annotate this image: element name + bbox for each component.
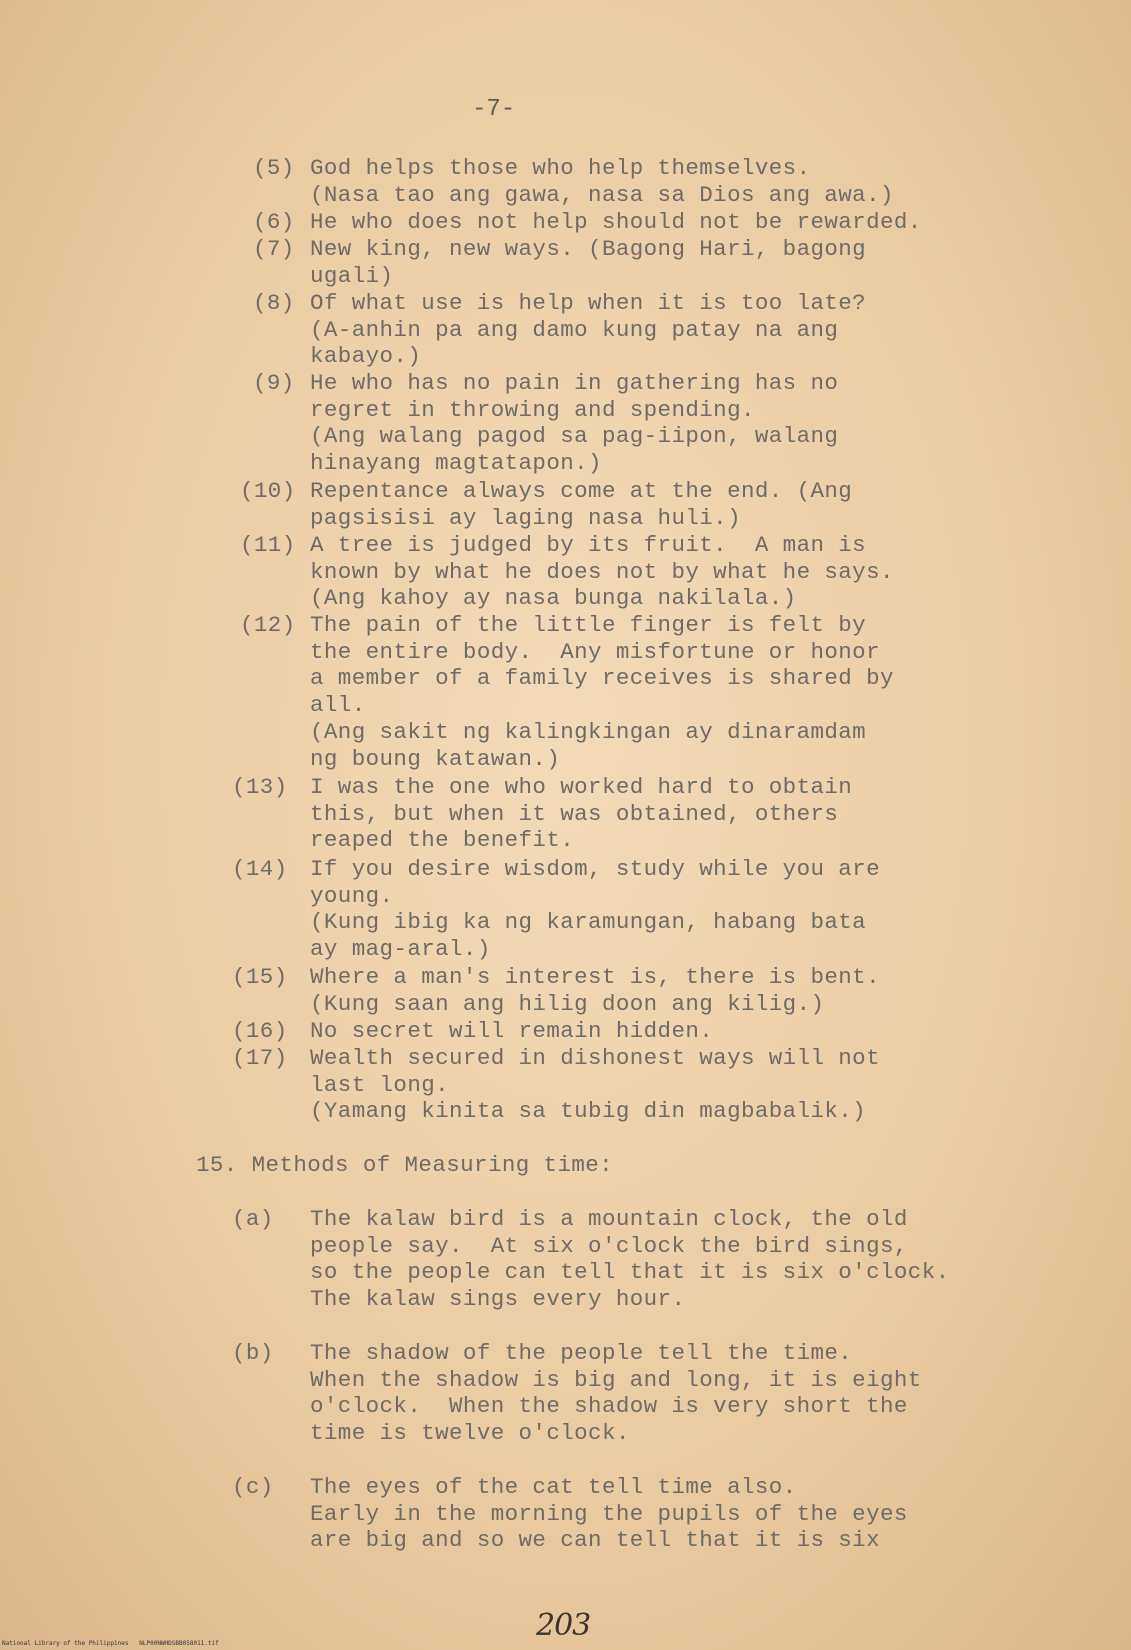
text-line: (Ang kahoy ay nasa bunga nakilala.) (310, 585, 797, 612)
text-line: He who has no pain in gathering has no (310, 370, 839, 396)
text-line: I was the one who worked hard to obtain (310, 774, 853, 800)
text-line: people say. At six o'clock the bird sings, (310, 1232, 908, 1259)
text-line: this, but when it was obtained, others (310, 800, 839, 827)
item-number: (10) (240, 478, 296, 504)
text-line: Of what use is help when it is too late? (310, 290, 867, 316)
item-number: (c) (232, 1474, 274, 1500)
text-line: The eyes of the cat tell time also. (310, 1474, 797, 1500)
text-line: the entire body. Any misfortune or honor (310, 638, 880, 665)
text-line: last long. (310, 1071, 450, 1098)
text-line: so the people can tell that it is six o'clock. (310, 1259, 950, 1286)
text-line: The kalaw bird is a mountain clock, the old (310, 1206, 908, 1232)
text-line: known by what he does not by what he says. (310, 558, 894, 585)
text-line: A tree is judged by its fruit. A man is (310, 532, 867, 558)
text-line: ay mag-aral.) (310, 936, 491, 963)
text-line: The kalaw sings every hour. (310, 1286, 686, 1313)
handwritten-page-number: 203 (536, 1608, 591, 1643)
text-line: (Kung saan ang hilig doon ang kilig.) (310, 990, 825, 1017)
text-line: Early in the morning the pupils of the eyes (310, 1500, 908, 1527)
text-line: God helps those who help themselves. (310, 155, 811, 181)
item-number: (8) (253, 290, 295, 316)
item-number: (5) (253, 155, 295, 181)
text-line: Where a man's interest is, there is bent. (310, 964, 880, 990)
item-number: (13) (232, 774, 288, 800)
text-line: (Ang sakit ng kalingkingan ay dinaramdam (310, 718, 867, 745)
text-line: The shadow of the people tell the time. (310, 1340, 853, 1366)
item-number: (9) (253, 370, 295, 396)
text-line: ugali) (310, 262, 394, 289)
item-number: (12) (240, 612, 296, 638)
text-line: (Kung ibig ka ng karamungan, habang bata (310, 909, 867, 936)
footer-source: National Library of the Philippines NLP00NWHDSBB058011.tif (2, 1640, 219, 1647)
section-heading: 15. Methods of Measuring time: (196, 1152, 614, 1178)
text-line: ng boung katawan.) (310, 745, 561, 772)
item-number: (11) (240, 532, 296, 558)
text-line: The pain of the little finger is felt by (310, 612, 867, 638)
text-line: (Yamang kinita sa tubig din magbabalik.) (310, 1098, 867, 1125)
text-line: If you desire wisdom, study while you are (310, 856, 880, 882)
text-line: He who does not help should not be rewarded. (310, 209, 922, 235)
text-line: reaped the benefit. (310, 827, 575, 854)
text-line: a member of a family receives is shared by (310, 665, 894, 692)
text-line: are big and so we can tell that it is six (310, 1527, 880, 1554)
text-line: (Ang walang pagod sa pag-iipon, walang (310, 423, 839, 450)
text-line: time is twelve o'clock. (310, 1420, 630, 1447)
item-number: (b) (232, 1340, 274, 1366)
item-number: (6) (253, 209, 295, 235)
item-number: (16) (232, 1018, 288, 1044)
item-number: (15) (232, 964, 288, 990)
text-line: hinayang magtatapon.) (310, 450, 602, 477)
text-line: No secret will remain hidden. (310, 1018, 714, 1044)
text-line: When the shadow is big and long, it is eight (310, 1366, 922, 1393)
text-line: New king, new ways. (Bagong Hari, bagong (310, 236, 867, 262)
item-number: (7) (253, 236, 295, 262)
text-line: pagsisisi ay laging nasa huli.) (310, 504, 741, 531)
text-line: Repentance always come at the end. (Ang (310, 478, 853, 504)
text-line: o'clock. When the shadow is very short the (310, 1393, 908, 1420)
item-number: (17) (232, 1045, 288, 1071)
text-line: (Nasa tao ang gawa, nasa sa Dios ang awa.) (310, 181, 894, 208)
item-number: (14) (232, 856, 288, 882)
text-line: young. (310, 882, 394, 909)
text-line: kabayo.) (310, 343, 422, 370)
text-line: regret in throwing and spending. (310, 396, 755, 423)
page-number: -7- (472, 96, 516, 123)
text-line: all. (310, 692, 366, 719)
text-line: Wealth secured in dishonest ways will not (310, 1045, 880, 1071)
text-line: (A-anhin pa ang damo kung patay na ang (310, 316, 839, 343)
item-number: (a) (232, 1206, 274, 1232)
